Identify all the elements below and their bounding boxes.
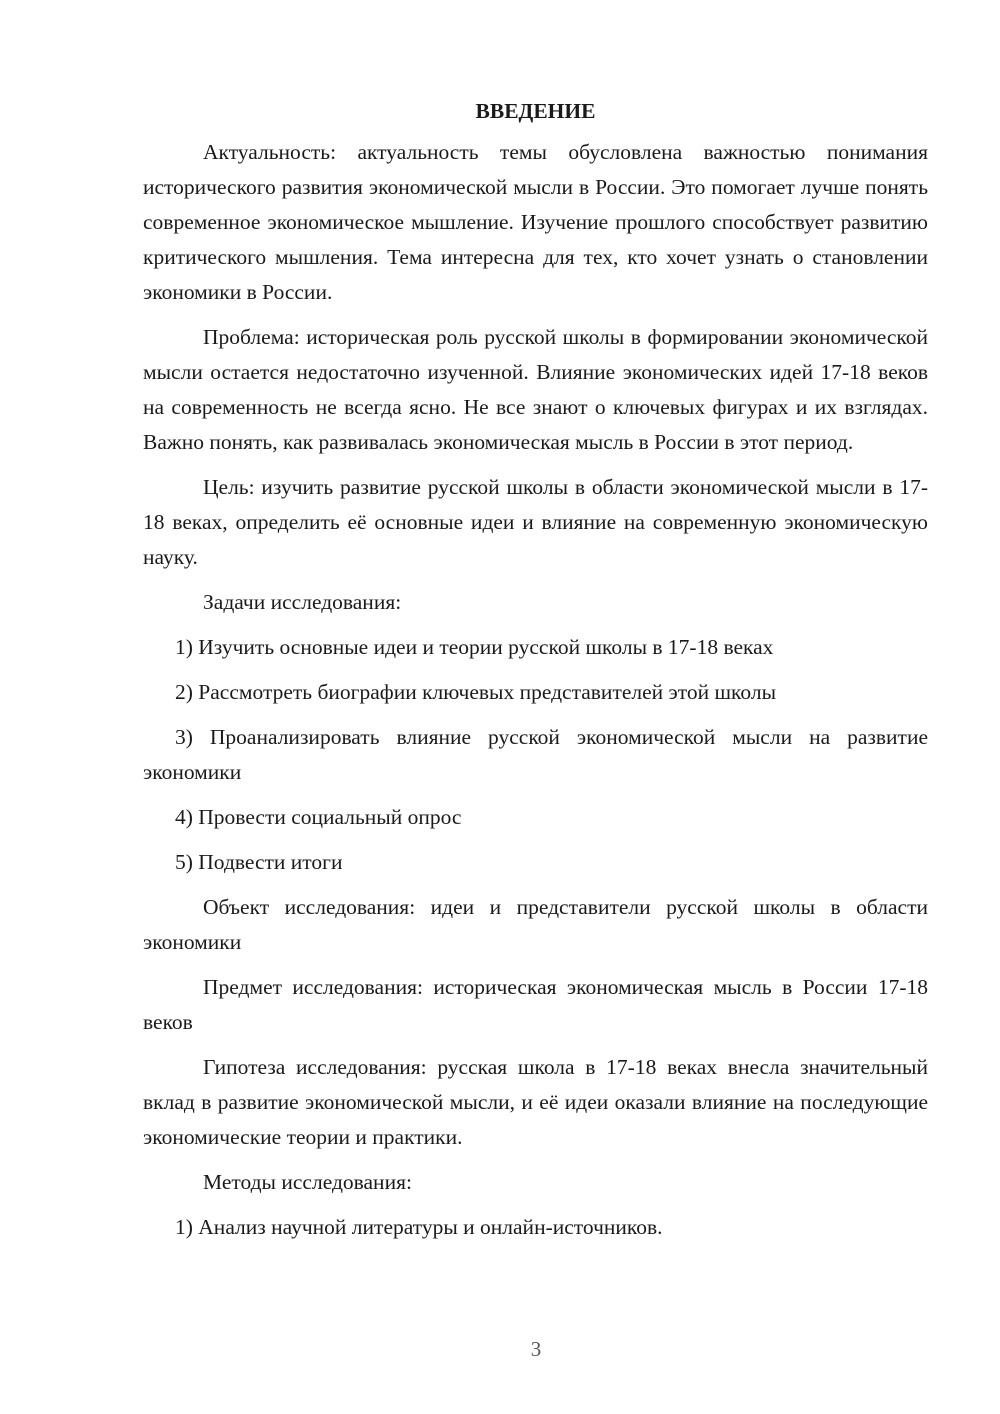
task-item: 5) Подвести итоги	[175, 850, 343, 874]
object-paragraph: Объект исследования: идеи и представители русской школы в области экономики	[143, 895, 928, 954]
tasks-heading: Задачи исследования:	[203, 590, 402, 614]
page-title: ВВЕДЕНИЕ	[475, 99, 596, 123]
methods-heading: Методы исследования:	[203, 1170, 412, 1194]
document-page	[143, 96, 928, 1255]
task-item: 2) Рассмотреть биографии ключевых представителей этой школы	[175, 680, 777, 704]
subject-paragraph: Предмет исследования: историческая экономическая мысль в России 17-18 веков	[143, 975, 928, 1034]
relevance-paragraph: Актуальность: актуальность темы обусловлена важностью понимания исторического развития экономической мысли в России. Это помогает лучше понять современное экономическое мышление. Изучение прошлого способствует развитию критического мышления. Тема интересна для тех, кто хочет узнать о становлении экономики в России.	[143, 140, 928, 304]
hypothesis-paragraph: Гипотеза исследования: русская школа в 17-18 веках внесла значительный вклад в развитие экономической мысли, и её идеи оказали влияние на последующие экономические теории и практики.	[143, 1055, 928, 1149]
task-item: 4) Провести социальный опрос	[175, 805, 462, 829]
goal-paragraph: Цель: изучить развитие русской школы в области экономической мысли в 17-18 веках, определить её основные идеи и влияние на современную экономическую науку.	[143, 475, 928, 569]
task-item: 1) Изучить основные идеи и теории русской школы в 17-18 веках	[175, 635, 774, 659]
problem-paragraph: Проблема: историческая роль русской школы в формировании экономической мысли остается недостаточно изученной. Влияние экономических идей 17-18 веков на современность не всегда ясно. Не все знают о ключевых фигурах и их взглядах. Важно понять, как развивалась экономическая мысль в России в этот период.	[143, 325, 928, 454]
task-item: 3) Проанализировать влияние русской экономической мысли на развитие экономики	[143, 725, 928, 784]
method-item: 1) Анализ научной литературы и онлайн-источников.	[175, 1215, 663, 1239]
page-number: 3	[530, 1337, 542, 1361]
